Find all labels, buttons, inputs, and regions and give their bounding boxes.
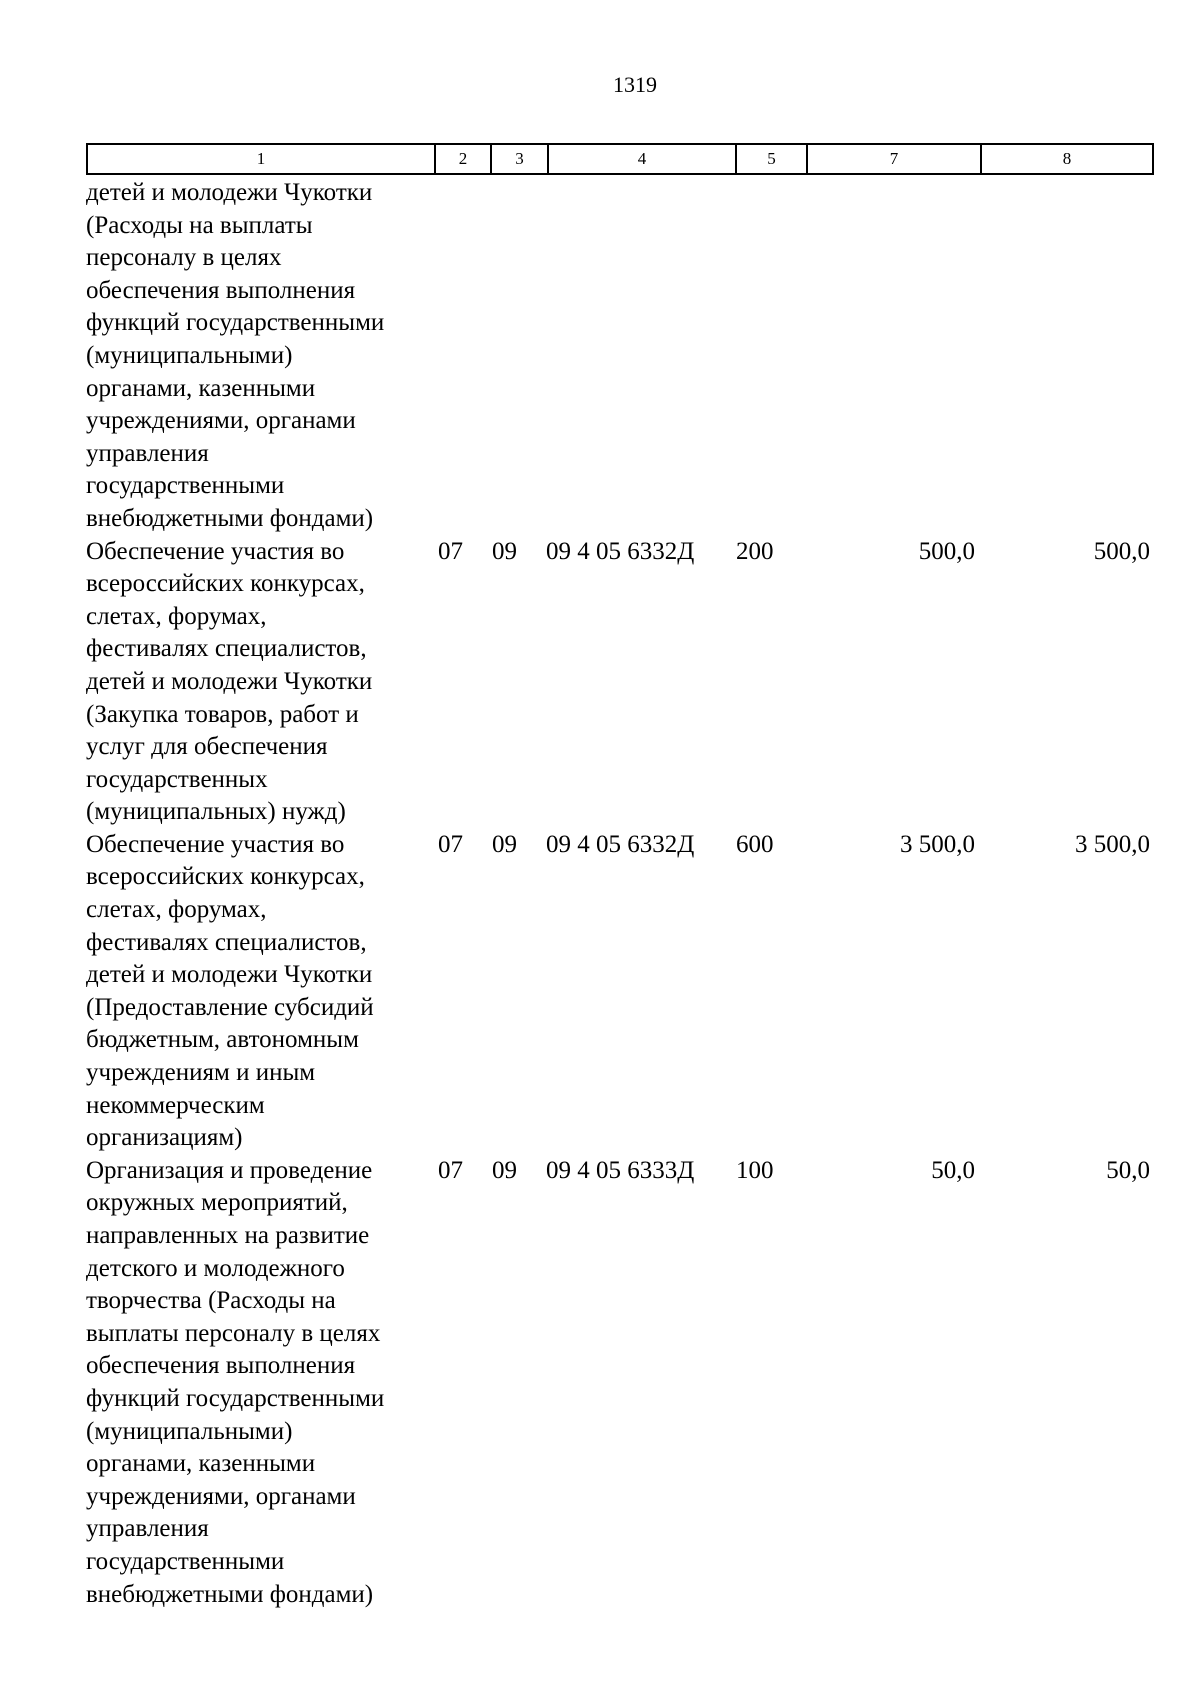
row-expense-type [732, 177, 803, 536]
row-sum-col-7: 3 500,0 [900, 830, 975, 858]
row-target-code: 09 4 05 6332Д [546, 830, 695, 858]
row-name-line: (Предоставление субсидий [86, 993, 374, 1021]
table-row [86, 1155, 1150, 1611]
row-name-line: государственными [86, 1547, 285, 1575]
row-name-line: (Закупка товаров, работ и [86, 700, 359, 728]
header-col-5: 5 [735, 145, 806, 173]
row-name-line: услуг для обеспечения [86, 733, 328, 761]
row-name-line: всероссийских конкурсах, [86, 863, 365, 891]
row-name-line: детского и молодежного [86, 1254, 345, 1282]
header-col-1: 1 [256, 149, 266, 168]
row-name-line: Обеспечение участия во [86, 830, 345, 858]
row-name-line: Организация и проведение [86, 1156, 373, 1184]
header-col-4: 4 [547, 145, 735, 173]
row-name-line: внебюджетными фондами) [86, 1580, 374, 1608]
row-name-line: учреждениям и иным [86, 1059, 316, 1087]
row-name-line: детей и молодежи Чукотки [86, 179, 373, 206]
row-section: 07 [438, 537, 463, 565]
header-col-3: 3 [490, 145, 547, 173]
header-col-7: 7 [806, 145, 980, 173]
row-name-line: организациям) [86, 1124, 243, 1152]
row-name-line: окружных мероприятий, [86, 1189, 348, 1217]
row-subsection: 09 [492, 1156, 517, 1184]
row-name-line: фестивалях специалистов, [86, 635, 367, 663]
row-target-code [544, 177, 732, 536]
row-sum-col-7: 500,0 [918, 537, 975, 565]
row-section [432, 177, 486, 536]
table-body [86, 177, 1150, 1611]
row-name-line: бюджетным, автономным [86, 1026, 359, 1054]
row-name-line: (муниципальных) нужд) [86, 798, 346, 826]
row-section: 07 [438, 1156, 463, 1184]
row-sum-col-8 [977, 177, 1150, 536]
row-name-line: учреждениями, органами [86, 1482, 356, 1510]
row-expense-type: 600 [736, 830, 774, 858]
row-name-line: Обеспечение участия во [86, 537, 345, 565]
row-name-line: органами, казенными [86, 374, 316, 402]
row-name-line: обеспечения выполнения [86, 1352, 356, 1380]
row-name-line: фестивалях специалистов, [86, 928, 367, 956]
row-name-line: функций государственными [86, 309, 385, 337]
table-row [86, 829, 1150, 1155]
row-sum-col-7 [803, 177, 977, 536]
row-name-line: государственных [86, 765, 268, 793]
row-name-line: (Расходы на выплаты [86, 211, 313, 239]
row-name-line: учреждениями, органами [86, 407, 356, 435]
row-name-line: персоналу в целях [86, 244, 282, 272]
row-sum-col-8: 500,0 [1093, 537, 1150, 565]
row-expense-type: 200 [736, 537, 774, 565]
row-name-line: слетах, форумах, [86, 602, 267, 630]
row-subsection [486, 177, 544, 536]
row-name-line: функций государственными [86, 1384, 385, 1412]
row-name-line: (муниципальными) [86, 341, 293, 369]
row-name [86, 536, 432, 829]
row-name-line: детей и молодежи Чукотки [86, 667, 373, 695]
row-name [86, 829, 432, 1155]
row-name-line: всероссийских конкурсах, [86, 570, 365, 598]
row-name-line: обеспечения выполнения [86, 276, 356, 304]
row-target-code: 09 4 05 6333Д [546, 1156, 695, 1184]
row-name [86, 177, 432, 536]
row-name-line: внебюджетными фондами) [86, 504, 374, 532]
table-header [86, 143, 1154, 175]
row-subsection: 09 [492, 537, 517, 565]
row-name-line: выплаты персоналу в целях [86, 1319, 381, 1347]
row-name [86, 1155, 432, 1611]
row-sum-col-8: 3 500,0 [1075, 830, 1150, 858]
row-sum-col-7: 50,0 [931, 1156, 975, 1184]
row-name-line: управления [86, 1515, 209, 1543]
row-name-line: государственными [86, 472, 285, 500]
page-number: 1319 [613, 72, 657, 97]
row-target-code: 09 4 05 6332Д [546, 537, 695, 565]
header-col-8: 8 [980, 145, 1152, 173]
row-name-line: (муниципальными) [86, 1417, 293, 1445]
row-section: 07 [438, 830, 463, 858]
row-name-line: некоммерческим [86, 1091, 265, 1119]
header-col-2: 2 [434, 145, 490, 173]
row-name-line: направленных на развитие [86, 1222, 370, 1249]
row-name-line: детей и молодежи Чукотки [86, 961, 373, 989]
table-row [86, 536, 1150, 829]
row-name-line: управления [86, 439, 209, 467]
row-subsection: 09 [492, 830, 517, 858]
row-sum-col-8: 50,0 [1106, 1156, 1150, 1184]
row-expense-type: 100 [736, 1156, 774, 1184]
row-name-line: слетах, форумах, [86, 896, 267, 924]
table-row [86, 177, 1150, 536]
row-name-line: творчества (Расходы на [86, 1287, 336, 1315]
row-name-line: органами, казенными [86, 1450, 316, 1478]
